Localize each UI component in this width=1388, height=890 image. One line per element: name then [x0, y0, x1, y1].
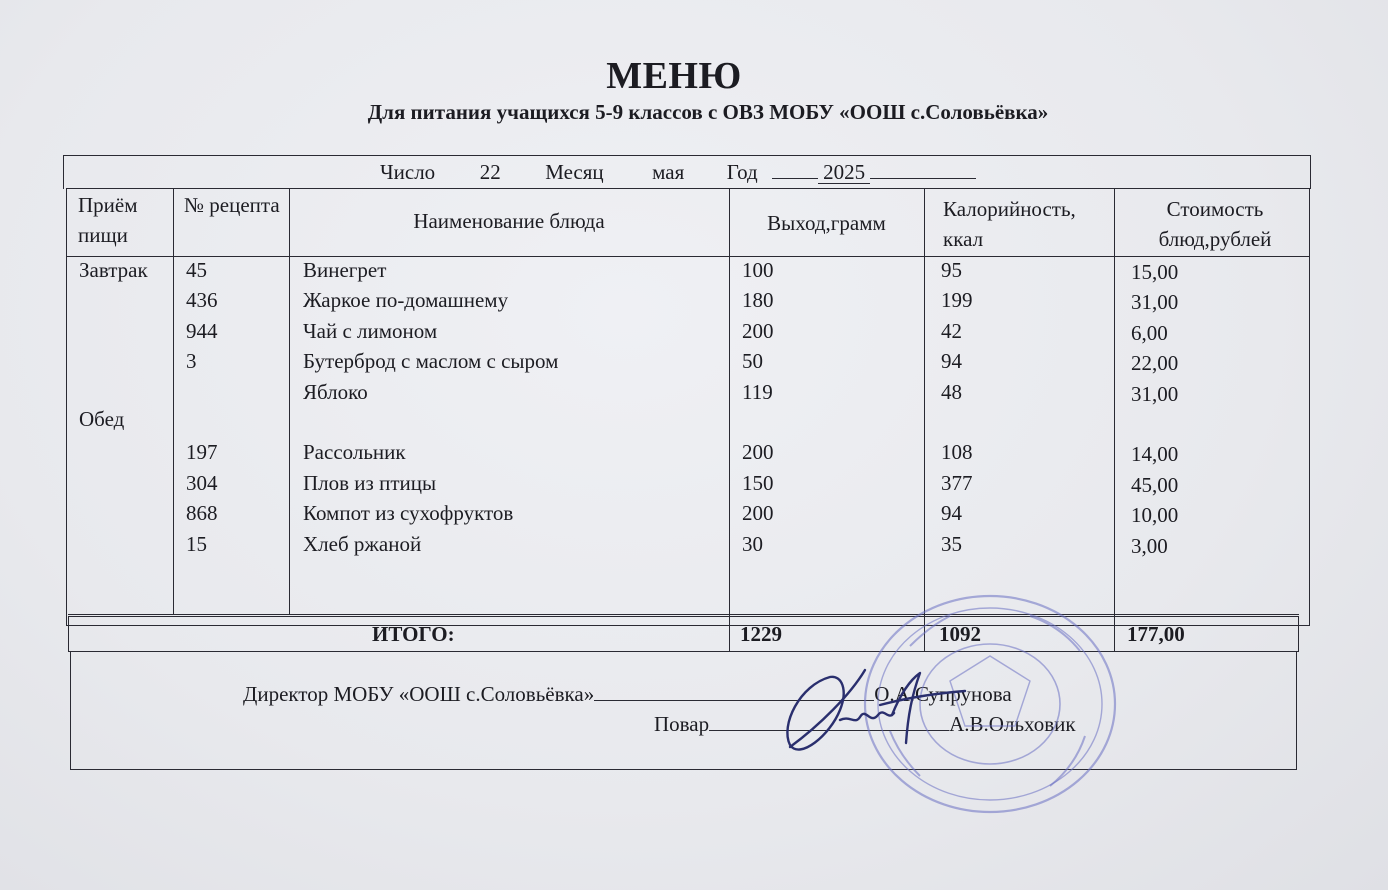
table-row-calories: 35 — [941, 531, 962, 556]
table-row-recipe: 304 — [186, 470, 218, 495]
total-calories: 1092 — [939, 622, 981, 646]
table-row-cost: 45,00 — [1131, 472, 1179, 497]
meal-lunch: Обед — [79, 407, 125, 431]
table-row-recipe: 944 — [186, 318, 218, 343]
cost-column — [1131, 257, 1178, 561]
year-label: Год — [726, 160, 758, 184]
table-row-calories: 108 — [941, 440, 973, 465]
cook-name: А.В.Ольховик — [949, 712, 1076, 736]
table-row-dish: Яблоко — [303, 379, 368, 404]
header-divider — [66, 256, 1310, 257]
table-row-dish: Плов из птицы — [303, 470, 437, 495]
table-row-recipe — [186, 407, 218, 437]
table-row-recipe — [186, 377, 218, 407]
header-calories: Калорийность, ккал — [943, 197, 1076, 251]
header-weight: Выход,грамм — [767, 211, 886, 235]
table-row-weight — [742, 407, 774, 437]
document-subtitle: Для питания учащихся 5-9 классов с ОВЗ МОБУ «ООШ с.Соловьёвка» — [367, 100, 1049, 124]
handwritten-signature — [770, 655, 970, 765]
table-row-recipe: 868 — [186, 501, 218, 526]
table-row-weight: 150 — [742, 470, 774, 495]
table-row-recipe: 197 — [186, 440, 218, 465]
document-title: МЕНЮ — [606, 55, 742, 97]
col-divider-1 — [173, 188, 174, 614]
table-row-dish: Жаркое по-домашнему — [303, 288, 509, 313]
table-row-dish: Рассольник — [303, 440, 406, 465]
col-divider-2 — [289, 188, 290, 614]
table-row-calories — [941, 407, 973, 437]
table-row-dish: Компот из сухофруктов — [303, 501, 514, 526]
table-row-recipe: 436 — [186, 288, 218, 313]
table-row-dish: Бутерброд с маслом с сыром — [303, 349, 559, 374]
cook-label: Повар — [654, 712, 710, 736]
table-row-recipe: 45 — [186, 258, 207, 282]
month-label: Месяц — [545, 160, 604, 184]
header-meal: Приём пищи — [78, 193, 138, 247]
table-row-calories: 94 — [941, 349, 962, 374]
total-cost: 177,00 — [1127, 622, 1185, 646]
date-row — [380, 160, 976, 185]
col-divider-3 — [729, 188, 730, 652]
table-row-weight: 30 — [742, 531, 763, 556]
table-row-calories: 199 — [941, 288, 973, 313]
header-cost: Стоимость блюд,рублей — [1158, 197, 1272, 251]
table-row-cost: 31,00 — [1131, 290, 1179, 315]
table-row-weight: 50 — [742, 349, 763, 374]
table-row-weight: 200 — [742, 318, 774, 343]
col-divider-5 — [1114, 188, 1115, 652]
day-label: Число — [380, 160, 436, 184]
table-row-weight: 119 — [742, 379, 773, 404]
total-label: ИТОГО: — [372, 622, 455, 646]
month-value: мая — [652, 160, 685, 184]
table-row-calories: 94 — [941, 501, 962, 526]
calories-column — [941, 255, 973, 559]
table-row-recipe: 3 — [186, 349, 197, 374]
table-row-cost: 3,00 — [1131, 533, 1168, 558]
table-row-calories: 95 — [941, 258, 962, 282]
table-row-weight: 200 — [742, 501, 774, 526]
table-row-dish: Чай с лимоном — [303, 318, 438, 343]
table-row-calories: 42 — [941, 318, 962, 343]
day-value: 22 — [479, 160, 501, 184]
dish-column — [303, 255, 558, 559]
header-dish: Наименование блюда — [413, 209, 605, 233]
table-row-cost: 22,00 — [1131, 351, 1179, 376]
table-row-cost: 15,00 — [1131, 260, 1179, 284]
header-recipe: № рецепта — [184, 193, 280, 217]
year-value: 2025 — [818, 161, 870, 184]
director-label: Директор МОБУ «ООШ с.Соловьёвка» — [243, 682, 595, 706]
director-name: О.А.Супрунова — [874, 682, 1012, 706]
col-divider-4 — [924, 188, 925, 652]
table-row-cost: 10,00 — [1131, 503, 1179, 528]
table-row-recipe: 15 — [186, 531, 207, 556]
table-row-calories: 377 — [941, 470, 973, 495]
table-row-dish: Винегрет — [303, 258, 387, 282]
total-weight: 1229 — [740, 622, 782, 646]
table-row-dish — [303, 407, 558, 437]
meal-breakfast: Завтрак — [79, 258, 148, 282]
recipe-column — [186, 255, 218, 559]
table-row-cost — [1131, 409, 1178, 439]
table-row-weight: 200 — [742, 440, 774, 465]
table-row-cost: 31,00 — [1131, 381, 1179, 406]
table-row-weight: 180 — [742, 288, 774, 313]
table-row-calories: 48 — [941, 379, 962, 404]
table-row-weight: 100 — [742, 258, 774, 282]
table-row-cost: 6,00 — [1131, 320, 1168, 345]
menu-table-body-frame — [66, 188, 1310, 626]
table-row-dish: Хлеб ржаной — [303, 531, 422, 556]
table-row-cost: 14,00 — [1131, 442, 1179, 467]
weight-column — [742, 255, 774, 559]
